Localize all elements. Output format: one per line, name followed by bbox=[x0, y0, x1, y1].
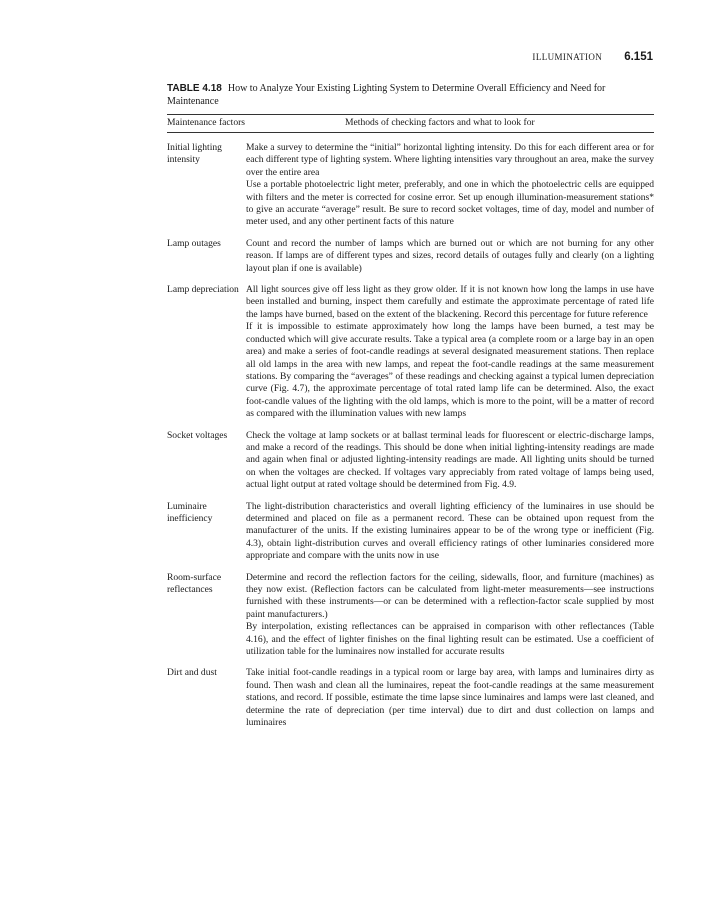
method-paragraph: If it is impossible to estimate approximately how long the lamps have been burned, a test may be conducted which will give accurate results. Take a typical area (a complete room or a large bay in an open area) and make a series of foot-candle readings at several designated measurement stations. Then replace all old lamps in the area with new lamps, and repeat the foot-candle readings at the same measurement stations. By comparing the “averages” of these readings and checking against a typical lumen depreciation curve (Fig. 4.7), the approximate percentage of total rated lamp life can be determined. Also, the exact foot-candle values of the lighting with the old lamps, which is more to the point, will be a matter of record as compared with the illumination values with new lamps bbox=[246, 321, 654, 420]
row-factor: Initial lighting intensity bbox=[167, 142, 222, 166]
header-maintenance-factors: Maintenance factors bbox=[167, 117, 246, 128]
row-method bbox=[246, 284, 654, 420]
method-paragraph: Determine and record the reflection factors for the ceiling, sidewalls, floor, and furniture (machines) as they now exist. (Reflection factors can be calculated from light-meter measurements—see instructions furnished with these instruments—or can be determined with a reflection-factor scale supplied by most paint manufacturers.) bbox=[246, 571, 654, 620]
table-row bbox=[167, 430, 654, 492]
row-factor: Luminaire inefficiency bbox=[167, 500, 213, 524]
method-paragraph: Make a survey to determine the “initial” horizontal lighting intensity. Do this for each different area or for each different type of lighting system. Where lighting intensities vary throughout an area, make the survey over the entire area bbox=[246, 142, 654, 178]
running-head bbox=[532, 51, 653, 63]
row-method bbox=[246, 430, 654, 492]
row-factor: Room-surface reflectances bbox=[167, 571, 222, 595]
row-method bbox=[246, 142, 654, 229]
header-methods: Methods of checking factors and what to look for bbox=[345, 117, 535, 128]
row-method bbox=[246, 501, 654, 563]
table-row bbox=[167, 501, 654, 563]
method-paragraph: Count and record the number of lamps which are burned out or which are not burning for any other reason. If lamps are of different types and sizes, record details of outages fully and clearly (on a lighting layout plan if one is available) bbox=[246, 237, 654, 274]
method-paragraph: The light-distribution characteristics and overall lighting efficiency of the luminaires in use should be determined and placed on file as a permanent record. These can be obtained upon request from the manufacturer of the units. If the existing luminaires appear to be of the wrong type or inefficient (Fig. 4.3), obtain light-distribution curves and overall efficiency ratings of other luminaries considered more appropriate and compare with the units now in use bbox=[246, 500, 654, 562]
method-paragraph: By interpolation, existing reflectances can be appraised in comparison with other reflectances (Table 4.16), and the effect of lighter finishes on the final lighting result can be estimated. Use a coefficient of utilization table for the luminaires now installed for accurate results bbox=[246, 621, 654, 658]
table-row bbox=[167, 142, 654, 229]
table-row bbox=[167, 572, 654, 659]
table-caption bbox=[167, 82, 654, 108]
page-number: 6.151 bbox=[624, 51, 653, 63]
table-title: How to Analyze Your Existing Lighting System to Determine Overall Efficiency and Need for Maintenance bbox=[167, 83, 606, 107]
table-4-18 bbox=[167, 82, 654, 729]
method-paragraph: Check the voltage at lamp sockets or at ballast terminal leads for fluorescent or electric-discharge lamps, and make a record of the readings. This should be done when initial lighting-intensity readings are made and again when final or adjusted lighting-intensity readings are made. All lighting units should be turned on when the voltages are checked. If voltages vary appreciably from rated voltage of lamps being used, actual light output at rated voltage should be determined from Fig. 4.9. bbox=[246, 429, 654, 491]
row-method bbox=[246, 572, 654, 659]
method-paragraph: Use a portable photoelectric light meter, preferably, and one in which the photoelectric cells are equipped with filters and the meter is corrected for cosine error. Set up enough illumination-measurement stations* to give an accurate “average” result. Be sure to record socket voltages, time of day, model and number of meter used, and any other pertinent facts of this nature bbox=[246, 179, 654, 228]
method-paragraph: Take initial foot-candle readings in a typical room or large bay area, with lamps and luminaires dirty as found. Then wash and clean all the luminaires, repeat the foot-candle readings at the same measurement stations, and record. If possible, estimate the time lapse since luminaires and lamps were last cleaned, and determine the rate of depreciation (per time interval) due to dirt and dust collection on lamps and luminaires bbox=[246, 667, 654, 729]
row-method bbox=[246, 667, 654, 729]
table-header bbox=[167, 114, 654, 133]
row-factor: Socket voltages bbox=[167, 429, 228, 441]
row-factor: Lamp depreciation bbox=[167, 284, 239, 296]
method-paragraph: All light sources give off less light as they grow older. If it is not known how long the lamps in use have been installed and burning, inspect them carefully and estimate the approximate percentage of rated life the lamps have burned, based on the extent of the blackening. Record this percentage for future reference bbox=[246, 284, 654, 320]
table-row bbox=[167, 667, 654, 729]
running-head-section: ILLUMINATION bbox=[532, 52, 603, 62]
table-label: TABLE 4.18 bbox=[167, 83, 222, 94]
row-factor: Lamp outages bbox=[167, 237, 221, 249]
table-row bbox=[167, 284, 654, 420]
row-method bbox=[246, 238, 654, 275]
row-factor: Dirt and dust bbox=[167, 667, 217, 679]
table-row bbox=[167, 238, 654, 275]
